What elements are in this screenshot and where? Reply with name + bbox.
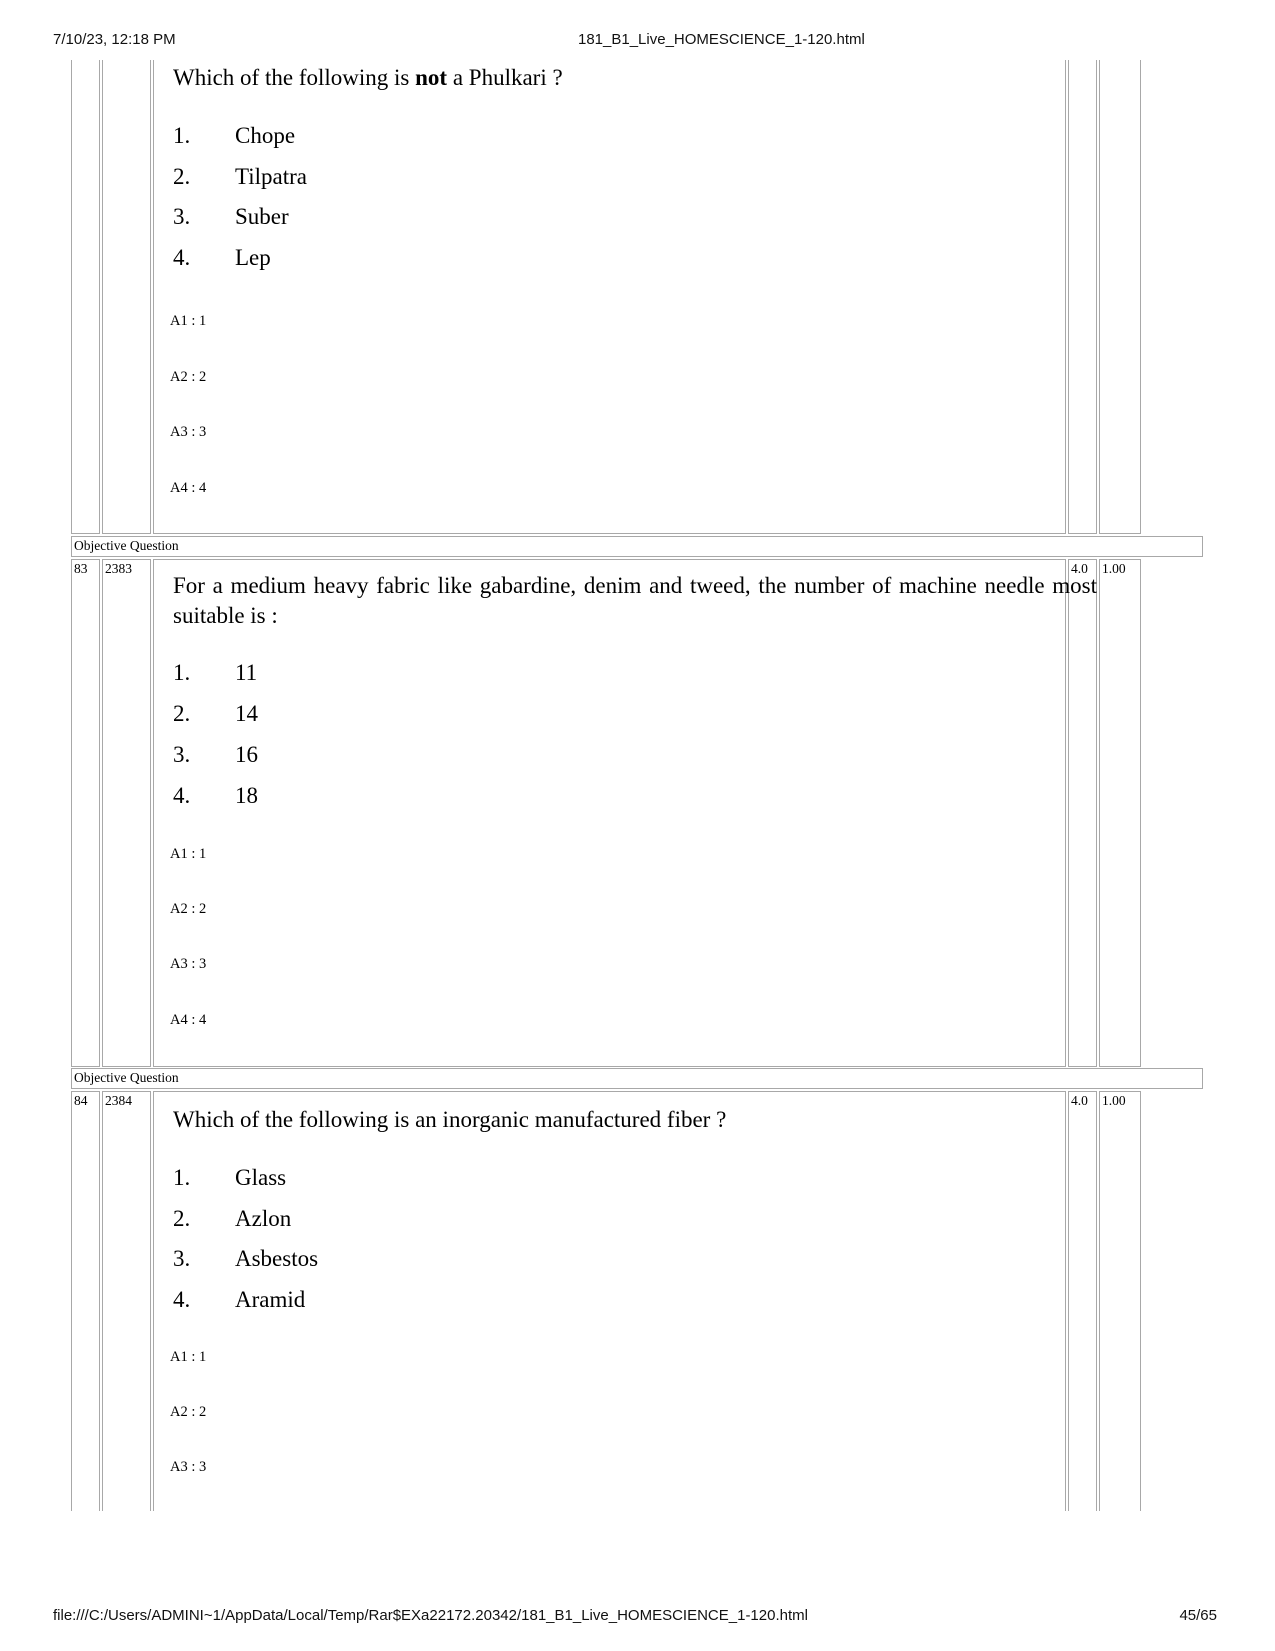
sno-cell [71,1091,100,1511]
answer-a3: A3 : 3 [170,956,207,972]
marks-value: 4.0 [1071,561,1088,576]
negative-marks-cell [1099,60,1141,534]
answer-a3: A3 : 3 [170,1459,207,1475]
question-type-label: Objective Question [71,1068,1203,1089]
answer-a1: A1 : 1 [170,1349,207,1365]
option-4: 4. Aramid [173,1287,306,1312]
emphasis-not: not [415,65,448,90]
sno-cell [71,60,100,534]
question-type-label: Objective Question [71,536,1203,557]
serial-number: 84 [74,1093,88,1108]
answer-a3: A3 : 3 [170,424,207,440]
option-3: 3. Suber [173,204,289,229]
marks-value: 4.0 [1071,1093,1088,1108]
page-number: 45/65 [1179,1607,1217,1624]
answer-a2: A2 : 2 [170,369,207,385]
sno-cell [71,559,100,1067]
question-id: 2384 [105,1093,132,1108]
option-2: 2. Azlon [173,1206,292,1231]
question-cell [153,559,1066,1067]
qid-cell [102,559,151,1067]
question-text: Which of the following is an inorganic manufactured fiber ? [173,1107,727,1132]
qid-cell [102,1091,151,1511]
file-path: file:///C:/Users/ADMINI~1/AppData/Local/Temp/Rar$EXa22172.20342/181_B1_Live_HOMESCIENCE_1-120.html [53,1607,808,1624]
option-4: 4. 18 [173,783,258,808]
question-id: 2383 [105,561,132,576]
option-1: 1. Chope [173,123,296,148]
negative-marks-value: 1.00 [1102,561,1126,576]
answer-a2: A2 : 2 [170,1404,207,1420]
document-title: 181_B1_Live_HOMESCIENCE_1-120.html [578,31,865,48]
negative-marks-cell [1099,1091,1141,1511]
qid-cell [102,60,151,534]
option-2: 2. Tilpatra [173,164,307,189]
answer-a2: A2 : 2 [170,901,207,917]
marks-cell [1068,559,1097,1067]
negative-marks-cell [1099,559,1141,1067]
negative-marks-value: 1.00 [1102,1093,1126,1108]
option-4: 4. Lep [173,245,271,270]
marks-cell [1068,60,1097,534]
answer-a4: A4 : 4 [170,1012,207,1028]
option-1: 1. 11 [173,660,258,685]
option-3: 3. Asbestos [173,1246,319,1271]
option-2: 2. 14 [173,701,258,726]
marks-cell [1068,1091,1097,1511]
option-1: 1. Glass [173,1165,287,1190]
question-text: For a medium heavy fabric like gabardine, denim and tweed, the number of machine needle most suitable is : [173,573,1097,628]
answer-a1: A1 : 1 [170,313,207,329]
option-3: 3. 16 [173,742,258,767]
print-datetime: 7/10/23, 12:18 PM [53,31,176,48]
question-text: Which of the following is not a Phulkari ? [173,65,563,90]
answer-a1: A1 : 1 [170,846,207,862]
answer-a4: A4 : 4 [170,480,207,496]
serial-number: 83 [74,561,88,576]
